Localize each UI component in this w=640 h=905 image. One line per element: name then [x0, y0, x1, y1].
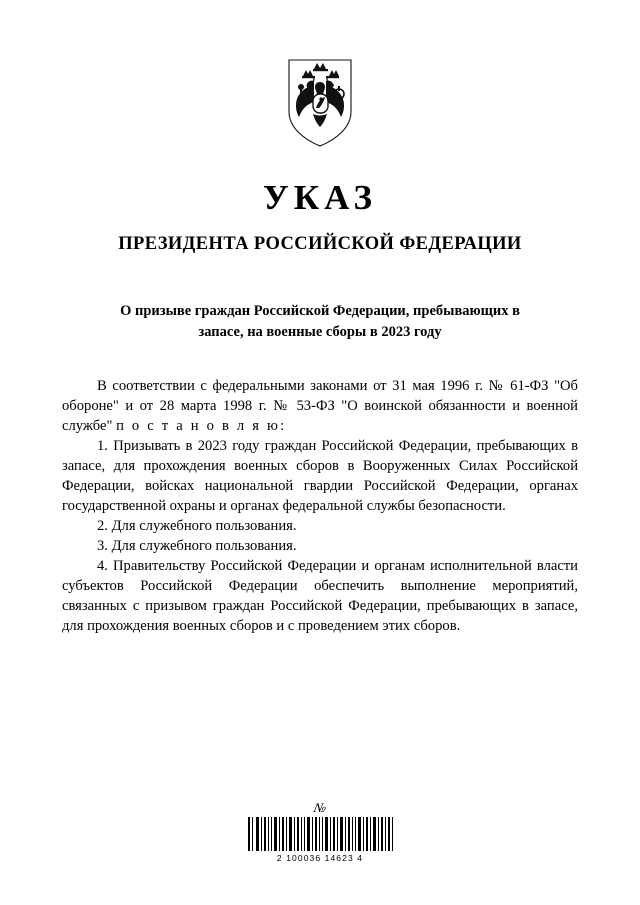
paragraph-item-1: 1. Призывать в 2023 году граждан Российской Федерации, пребывающих в запасе, для прохождения военных сборов в Вооруженных Силах Российской Федерации, войсках национальной гвардии Российской Федерации, органах государственной охраны и органах федеральной службы безопасности.: [62, 437, 578, 514]
document-footer: [0, 800, 640, 863]
barcode-icon: [246, 817, 394, 851]
handwritten-mark: №: [312, 800, 328, 815]
barcode-number: 2 100036 14623 4: [276, 853, 364, 863]
paragraph-item-3: 3. Для служебного пользования.: [97, 537, 297, 554]
paragraph-intro: [62, 377, 578, 437]
paragraph-item-4: 4. Правительству Российской Федерации и органам исполнительной власти субъектов Российской Федерации обеспечить выполнение мероприятий, связанных с призывом граждан Российской Федерации, пребывающих в запасе, для прохождения военных сборов и с проведением этих сборов.: [62, 557, 578, 634]
russian-coat-of-arms-icon: [283, 56, 357, 150]
page-subtitle: ПРЕЗИДЕНТА РОССИЙСКОЙ ФЕДЕРАЦИИ: [118, 233, 522, 254]
page-title: УКАЗ: [263, 178, 377, 217]
decree-heading: О призыве граждан Российской Федерации, пребывающих в запасе, на военные сборы в 2023 году: [120, 302, 520, 340]
intro-text: В соответствии с федеральными законами от 31 мая 1996 г. № 61-ФЗ "Об обороне" и от 28 марта 1998 г. № 53-ФЗ "О воинской обязанности и военной службе": [62, 377, 578, 434]
paragraph-item-2: 2. Для служебного пользования.: [97, 517, 297, 534]
document-body: [62, 377, 578, 637]
intro-resolve-word: п о с т а н о в л я ю:: [116, 417, 287, 434]
